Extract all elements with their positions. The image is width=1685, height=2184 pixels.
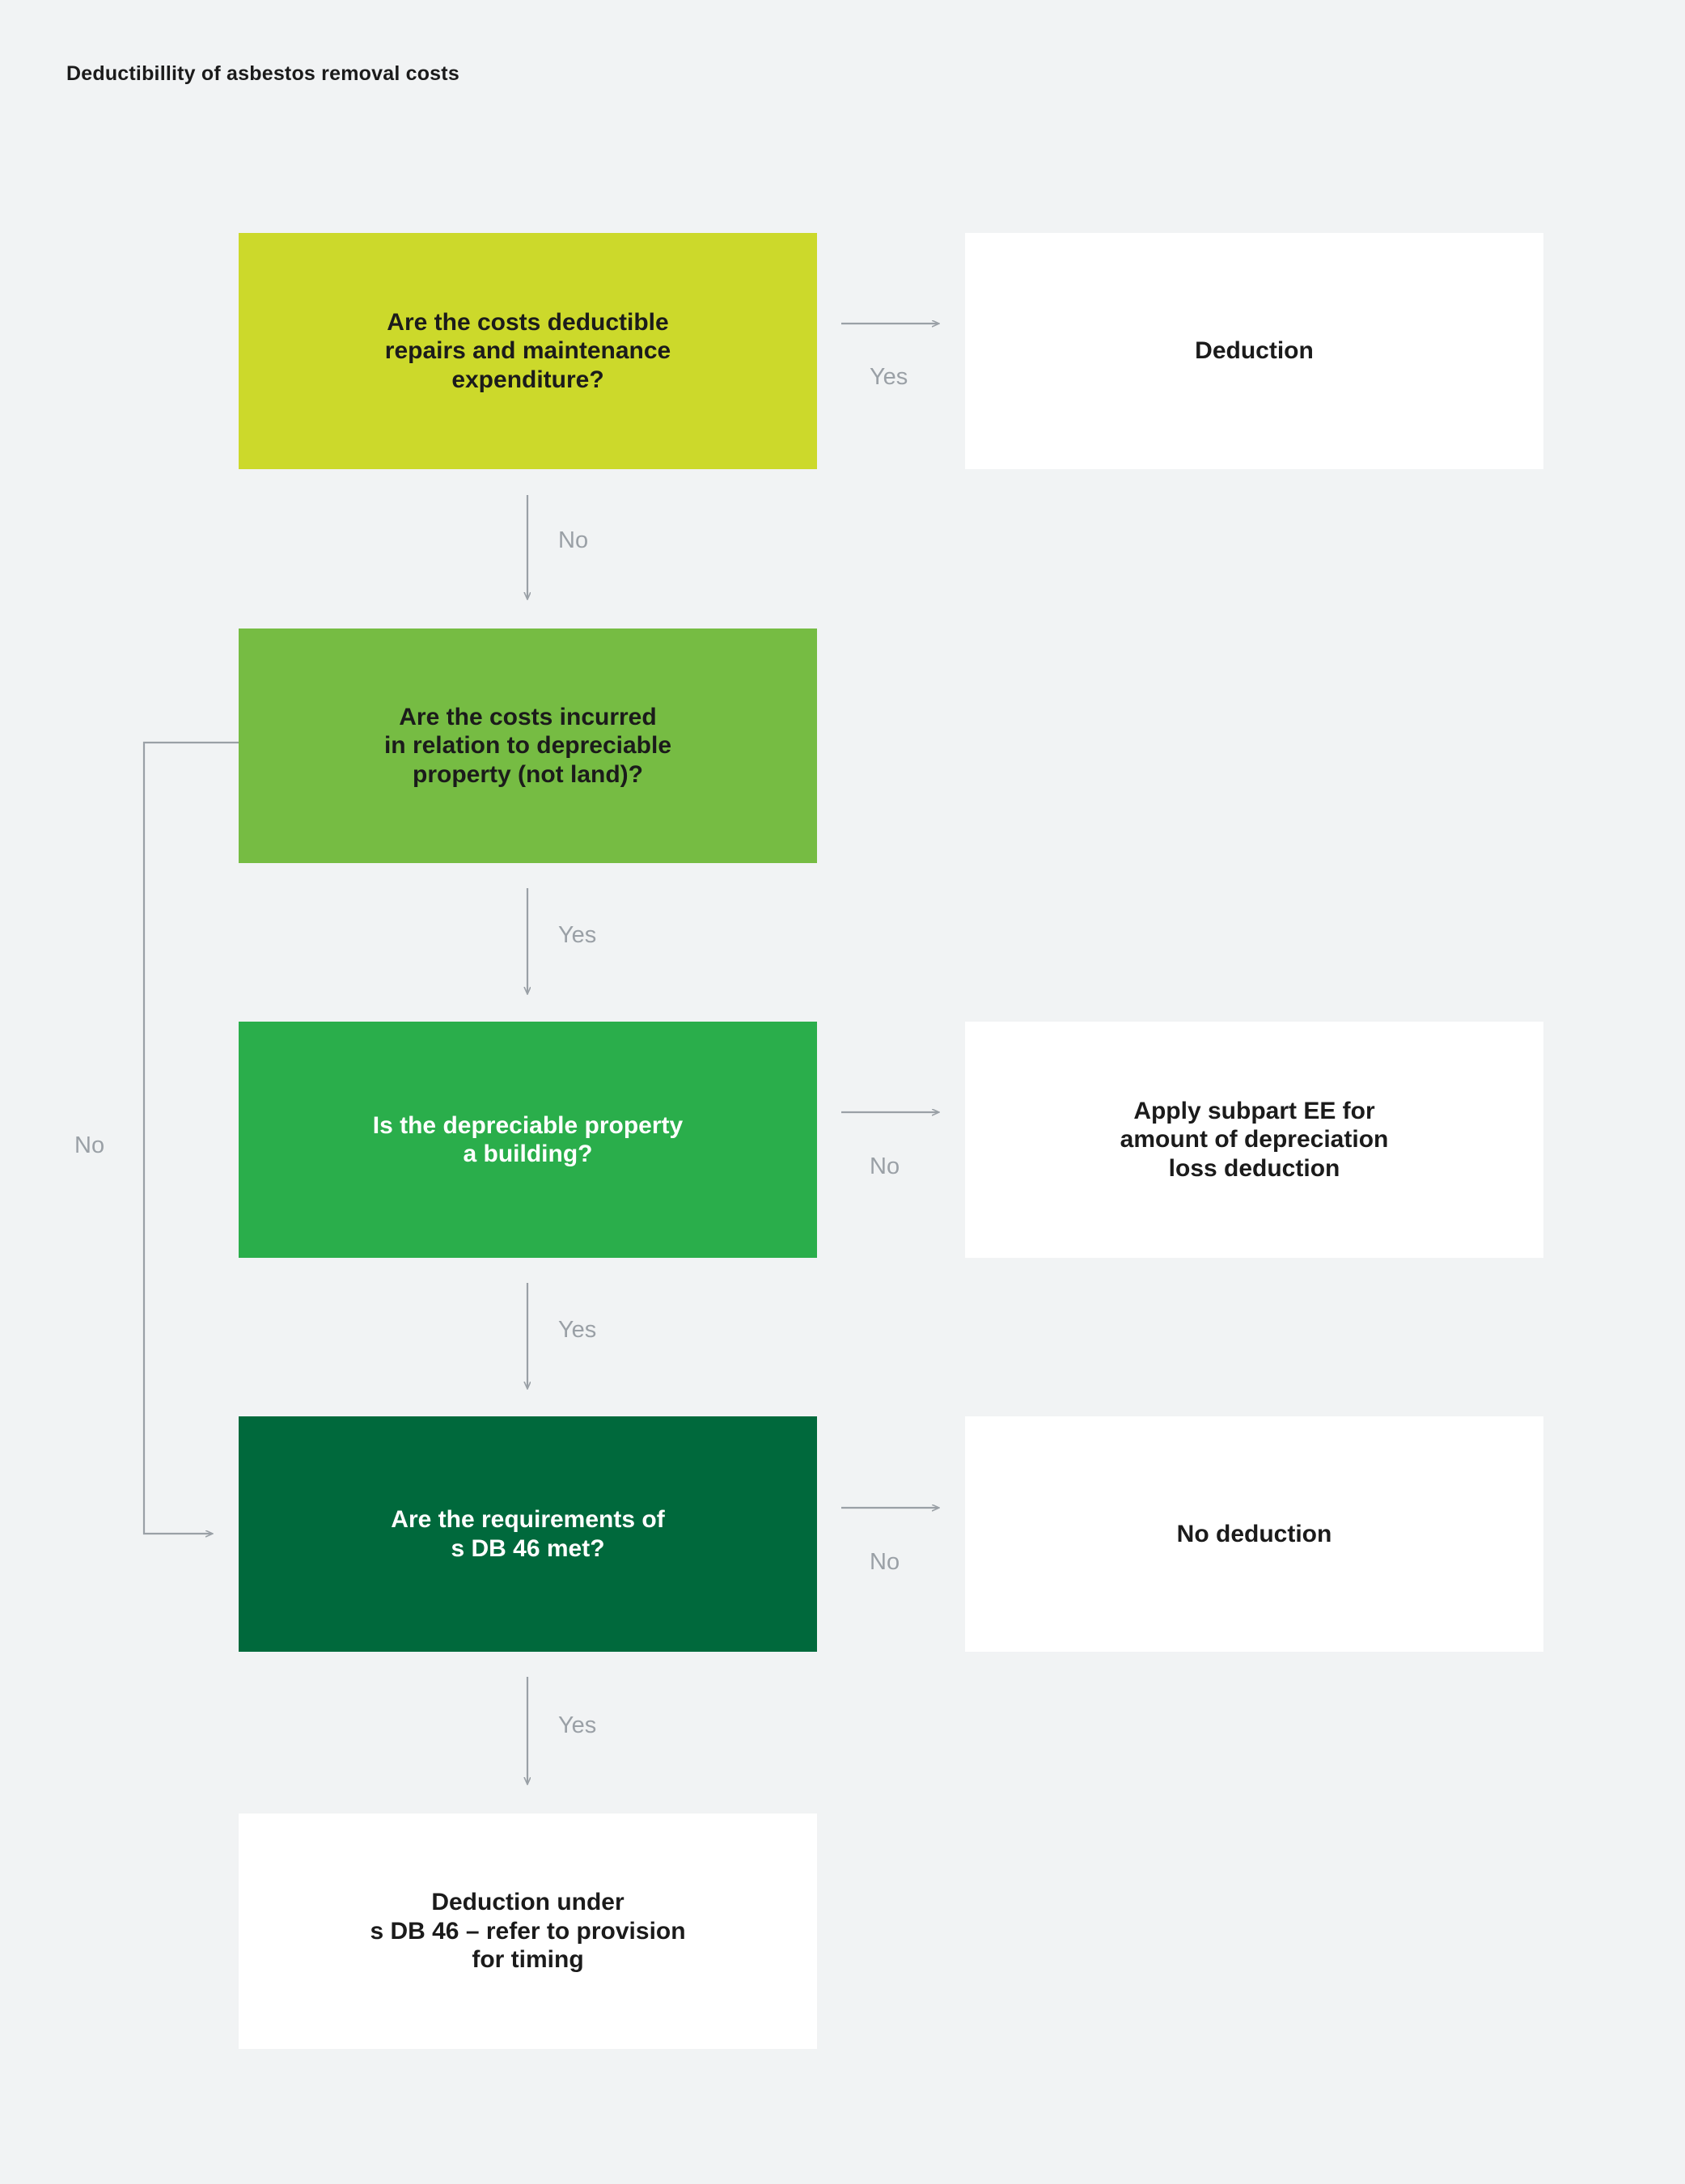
- node-question-s-db-46[interactable]: [239, 1416, 817, 1652]
- node-line: in relation to depreciable: [383, 732, 672, 760]
- node-question-depreciable-property[interactable]: [239, 629, 817, 863]
- node-line: Deduction under: [431, 1889, 624, 1916]
- node-line: Deduction: [1195, 337, 1314, 365]
- node-line: Is the depreciable property: [372, 1111, 684, 1139]
- node-question-repairs-maintenance[interactable]: [239, 233, 817, 469]
- node-line: a building?: [463, 1141, 593, 1167]
- node-line: s DB 46 met?: [451, 1534, 605, 1562]
- node-line: loss deduction: [1168, 1154, 1340, 1182]
- node-line: Apply subpart EE for: [1133, 1097, 1375, 1124]
- node-line: Are the requirements of: [391, 1506, 665, 1534]
- edge-q2-no: [144, 743, 239, 1534]
- node-line: Are the costs deductible: [387, 308, 669, 336]
- node-line: No deduction: [1176, 1520, 1332, 1547]
- edge-label-q1-no: No: [558, 527, 589, 553]
- node-outcome-subpart-ee[interactable]: [965, 1022, 1543, 1258]
- edge-label-q4-no: No: [870, 1549, 900, 1575]
- edge-label-q2-no: No: [74, 1132, 105, 1158]
- edge-label-q1-yes: Yes: [870, 364, 908, 390]
- edge-label-q3-yes: Yes: [558, 1317, 597, 1343]
- node-question-is-building[interactable]: [239, 1022, 817, 1258]
- node-outcome-deduction[interactable]: [965, 233, 1543, 469]
- node-line: expenditure?: [451, 366, 604, 393]
- node-line: s DB 46 – refer to provision: [370, 1917, 686, 1945]
- page-title: Deductibillity of asbestos removal costs: [66, 62, 459, 85]
- edge-label-q4-yes: Yes: [558, 1712, 597, 1738]
- edge-label-q3-no: No: [870, 1153, 900, 1179]
- node-line: for timing: [472, 1946, 584, 1974]
- edge-label-q2-yes: Yes: [558, 922, 597, 948]
- node-line: repairs and maintenance: [384, 337, 671, 365]
- node-line: amount of depreciation: [1120, 1126, 1389, 1153]
- node-line: Are the costs incurred: [399, 703, 657, 730]
- node-line: property (not land)?: [413, 760, 643, 788]
- node-outcome-no-deduction[interactable]: [965, 1416, 1543, 1652]
- node-outcome-deduction-s-db-46[interactable]: [239, 1814, 817, 2049]
